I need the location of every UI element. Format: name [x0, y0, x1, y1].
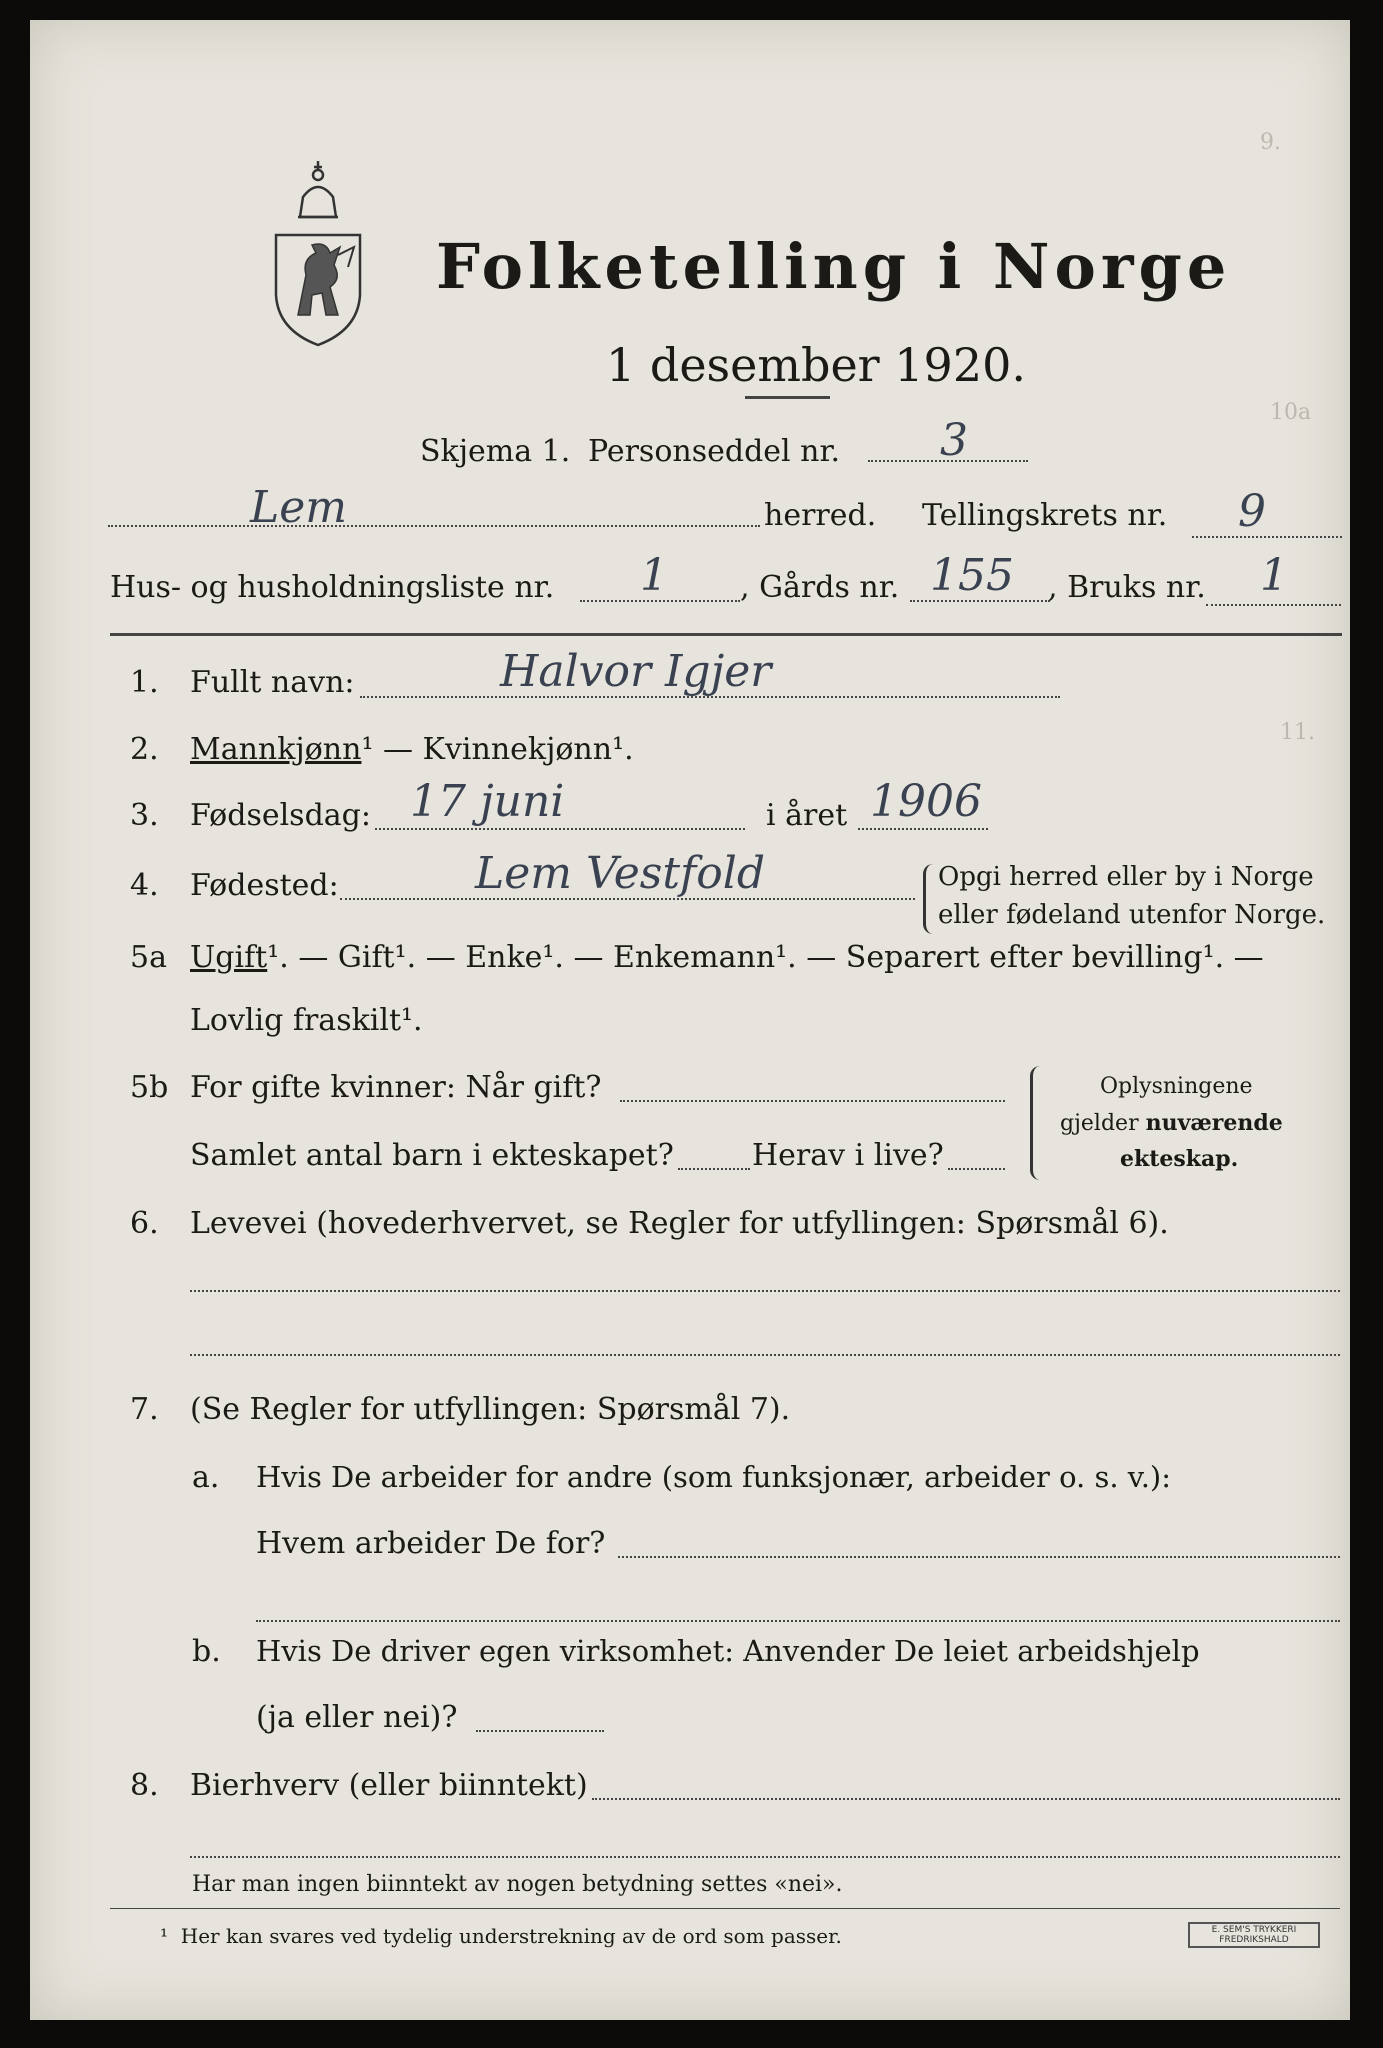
- q3-year-label: i året: [766, 798, 848, 833]
- q3-line: [375, 828, 745, 830]
- q3-number: 3.: [130, 798, 159, 833]
- bleed-through-text: 9.: [1260, 130, 1281, 155]
- q5b-brace: [1030, 1066, 1045, 1180]
- bleed-through-text: 11.: [1280, 720, 1315, 745]
- skjema-label: Skjema 1.: [420, 434, 571, 469]
- q7b-letter: b.: [192, 1634, 221, 1669]
- q6-line-1[interactable]: [190, 1290, 1340, 1292]
- q5b-children-line: [678, 1168, 750, 1170]
- birth-year-value[interactable]: 1906: [870, 776, 982, 827]
- herred-line: [108, 525, 760, 527]
- q7-label: (Se Regler for utfyllingen: Spørsmål 7).: [190, 1392, 791, 1427]
- q3-year-line: [858, 828, 988, 830]
- hus-label: Hus- og husholdningsliste nr.: [110, 570, 555, 605]
- q8-line-2[interactable]: [190, 1856, 1340, 1858]
- q7b-line1: Hvis De driver egen virksomhet: Anvender De leiet arbeidshjelp: [256, 1634, 1200, 1668]
- q7a-line[interactable]: [618, 1556, 1340, 1558]
- q8-line-1[interactable]: [592, 1798, 1340, 1800]
- q5b-note-1: Oplysningene: [1100, 1074, 1253, 1099]
- unmarried-option[interactable]: Ugift: [190, 940, 268, 975]
- personseddel-label: Personseddel nr.: [588, 434, 841, 469]
- q6-label: Levevei (hovederhvervet, se Regler for utfyllingen: Spørsmål 6).: [190, 1206, 1169, 1241]
- bleed-through-text: 10a: [1270, 400, 1312, 425]
- herred-value[interactable]: Lem: [250, 482, 347, 533]
- footer-divider: [110, 1908, 1340, 1909]
- q7a-line1: Hvis De arbeider for andre (som funksjonær, arbeider o. s. v.):: [256, 1460, 1172, 1494]
- q5a-options: [190, 940, 1264, 975]
- q8-note: Har man ingen biinntekt av nogen betydning settes «nei».: [192, 1872, 843, 1897]
- q2-options: Mannkjønn¹ — Kvinnekjønn¹.: [190, 732, 634, 767]
- q7b-line[interactable]: [476, 1730, 604, 1732]
- form-title: Folketelling i Norge: [436, 230, 1232, 303]
- q5b-married-line: [620, 1100, 1005, 1102]
- q7a-line-2[interactable]: [256, 1620, 1340, 1622]
- q5b-line1: For gifte kvinner: Når gift?: [190, 1070, 602, 1105]
- q5b-alive-line: [948, 1168, 1005, 1170]
- herred-label: herred.: [764, 498, 877, 533]
- tellingskrets-value[interactable]: 9: [1238, 486, 1266, 537]
- q4-label: Fødested:: [190, 868, 339, 903]
- q5b-line2: Samlet antal barn i ekteskapet?: [190, 1138, 674, 1173]
- birthday-value[interactable]: 17 juni: [410, 776, 565, 827]
- form-date: 1 desember 1920.: [606, 338, 1026, 392]
- birthplace-value[interactable]: Lem Vestfold: [475, 848, 766, 899]
- q5b-note-3: ekteskap.: [1120, 1146, 1239, 1172]
- personseddel-value[interactable]: 3: [940, 415, 968, 466]
- q8-number: 8.: [130, 1768, 159, 1803]
- male-option[interactable]: Mannkjønn: [190, 732, 362, 767]
- header-divider: [110, 633, 1342, 636]
- q1-label: Fullt navn:: [190, 665, 355, 700]
- hus-value[interactable]: 1: [640, 550, 668, 601]
- q8-label: Bierhverv (eller biinntekt): [190, 1768, 588, 1803]
- q1-number: 1.: [130, 665, 159, 700]
- gards-value[interactable]: 155: [930, 550, 1014, 601]
- census-form-page: [30, 20, 1350, 2020]
- bruks-label: , Bruks nr.: [1048, 570, 1206, 605]
- bruks-value[interactable]: 1: [1260, 550, 1288, 601]
- q7-number: 7.: [130, 1392, 159, 1427]
- printer-stamp: E. SEM'S TRYKKERI FREDRIKSHALD: [1188, 1922, 1320, 1948]
- q4-brace: [923, 864, 938, 934]
- q5b-herav: Herav i live?: [752, 1138, 944, 1173]
- q4-note-1: Opgi herred eller by i Norge: [938, 862, 1314, 892]
- q2-number: 2.: [130, 732, 159, 767]
- q5a-line2[interactable]: Lovlig fraskilt¹.: [190, 1003, 423, 1038]
- q6-number: 6.: [130, 1206, 159, 1241]
- tellingskrets-label: Tellingskrets nr.: [922, 498, 1168, 533]
- q7b-line2: (ja eller nei)?: [256, 1700, 458, 1735]
- q5b-note-2: gjelder nuværende: [1060, 1110, 1283, 1136]
- marital-other-options[interactable]: ¹. — Gift¹. — Enke¹. — Enkemann¹. — Separert efter bevilling¹. —: [267, 940, 1264, 975]
- q4-note-2: eller fødeland utenfor Norge.: [938, 900, 1326, 930]
- q4-number: 4.: [130, 868, 159, 903]
- q5a-number: 5a: [130, 940, 167, 975]
- q6-line-2[interactable]: [190, 1354, 1340, 1356]
- footnote: ¹ Her kan svares ved tydelig understrekning av de ord som passer.: [160, 1924, 842, 1948]
- q3-label: Fødselsdag:: [190, 798, 371, 833]
- bruks-line: [1206, 604, 1341, 606]
- norwegian-coat-of-arms-icon: [268, 155, 368, 354]
- tellingskrets-line: [1192, 536, 1342, 538]
- female-option[interactable]: — Kvinnekjønn: [373, 732, 613, 767]
- q7a-line2: Hvem arbeider De for?: [256, 1526, 606, 1561]
- q5b-number: 5b: [130, 1070, 169, 1105]
- q7a-letter: a.: [192, 1460, 220, 1495]
- gards-label: , Gårds nr.: [740, 570, 900, 605]
- title-divider: [745, 396, 830, 399]
- full-name-value[interactable]: Halvor Igjer: [500, 646, 772, 697]
